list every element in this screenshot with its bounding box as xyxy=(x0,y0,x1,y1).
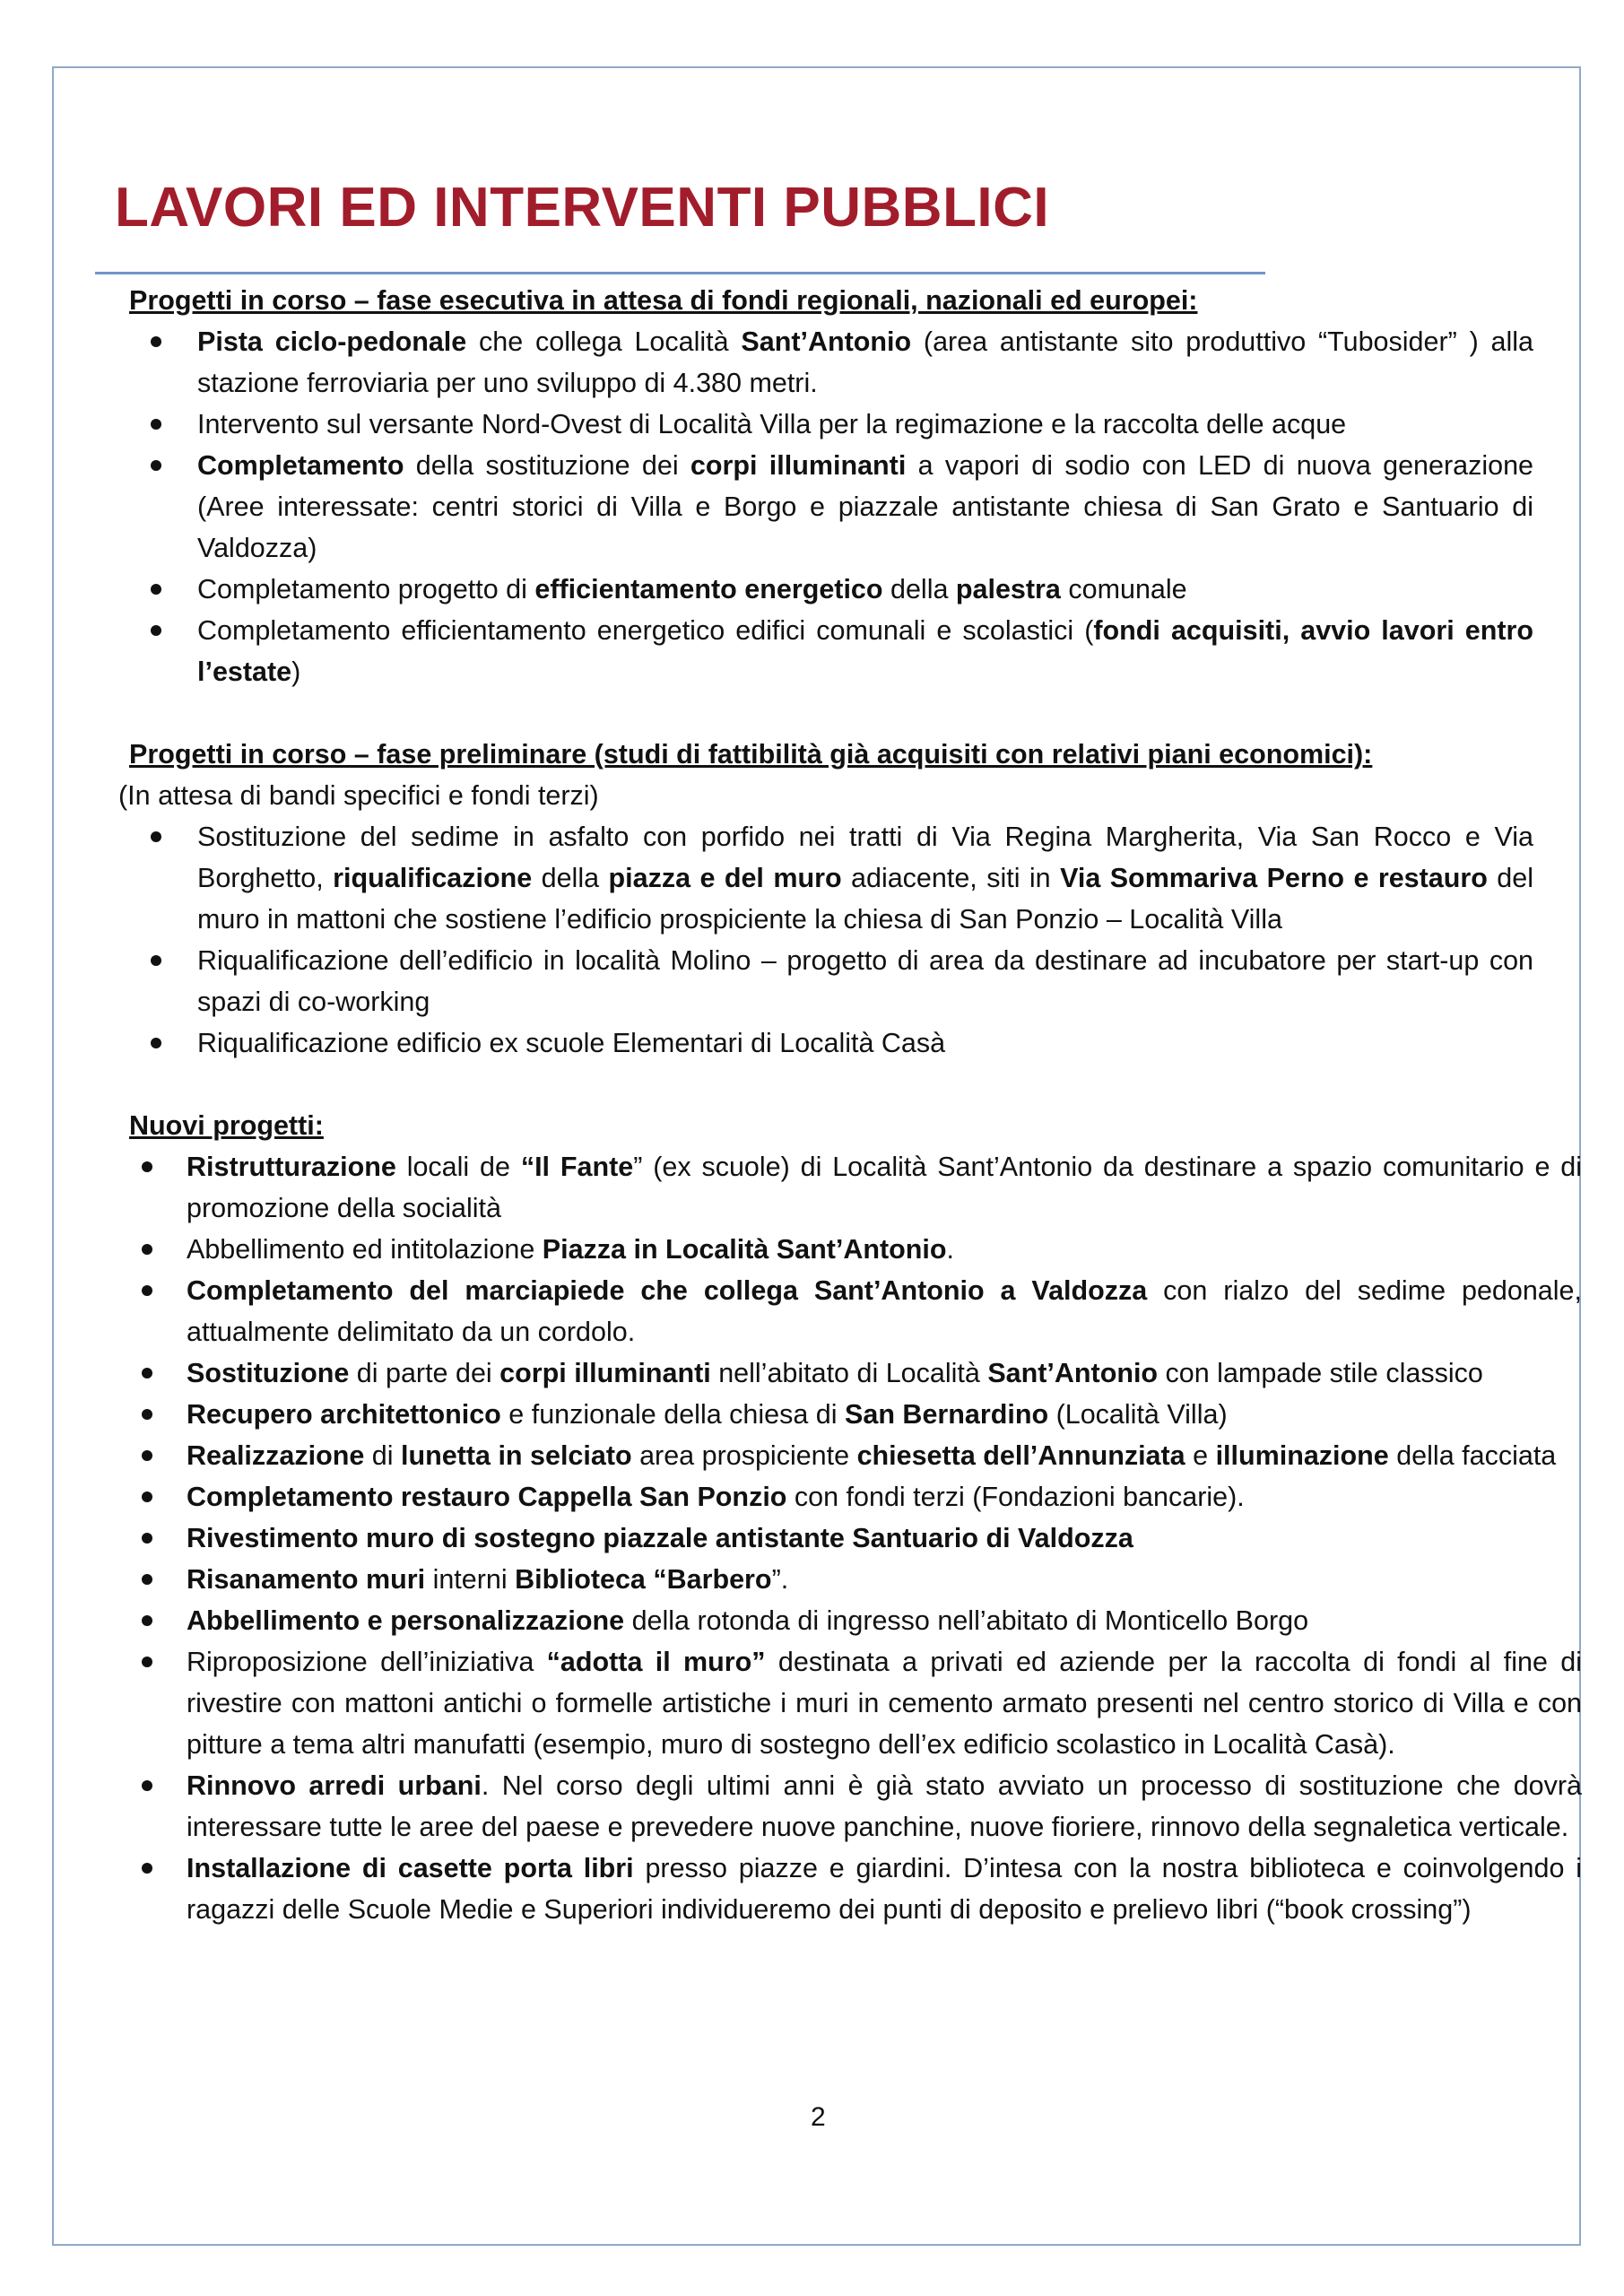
list-item-text xyxy=(197,569,1533,610)
bullet-icon xyxy=(142,1615,152,1626)
bold-text: Installazione di casette porta libri xyxy=(187,1853,634,1883)
text-run: di parte dei xyxy=(349,1358,500,1388)
executive-projects-list xyxy=(118,321,1535,692)
list-item xyxy=(118,816,1533,940)
text-run: nell’abitato di Località xyxy=(710,1358,988,1388)
section-heading-preliminary: Progetti in corso – fase preliminare (studi di fattibilità già acquisiti con relativi piani economici): xyxy=(129,739,1373,770)
bold-text: Completamento restauro Cappella San Ponzio xyxy=(187,1482,787,1512)
list-item xyxy=(118,569,1533,610)
bold-text: Sant’Antonio xyxy=(741,326,912,357)
list-item xyxy=(118,1518,1582,1559)
text-run: con fondi terzi (Fondazioni bancarie). xyxy=(786,1482,1245,1512)
bold-text: Pista ciclo-pedonale xyxy=(197,326,467,357)
list-item-text xyxy=(197,1022,1533,1064)
title-underline xyxy=(95,272,1265,274)
bold-text: chiesetta dell’Annunziata xyxy=(856,1440,1185,1471)
list-item xyxy=(118,1270,1582,1352)
bold-text: illuminazione xyxy=(1215,1440,1389,1471)
text-run: destinata a privati ed aziende per la raccolta di fondi al fine di rivestire con mattoni antichi o formelle artistiche i muri in cemento armato presenti nel centro storico di Villa e con pitture a tema altri manufatti (esempio, muro di sostegno dell’ex edificio scolastico in Località Casà). xyxy=(187,1647,1582,1760)
bullet-icon xyxy=(151,955,161,966)
text-run: . Nel corso degli ultimi anni è già stato avviato un processo di sostituzione che dovrà interessare tutte le aree del paese e prevedere nuove panchine, nuove fioriere, rinnovo della segnaletica verticale. xyxy=(187,1770,1582,1842)
list-item-text xyxy=(187,1435,1582,1476)
bold-text: Ristrutturazione xyxy=(187,1152,396,1182)
page-title: LAVORI ED INTERVENTI PUBBLICI xyxy=(115,177,1050,239)
text-run: adiacente, siti in xyxy=(841,863,1061,893)
list-item xyxy=(118,1352,1582,1394)
list-item xyxy=(118,1435,1582,1476)
list-item xyxy=(118,445,1533,569)
bullet-icon xyxy=(151,460,161,471)
list-item-text xyxy=(197,445,1533,569)
text-run: ) xyxy=(291,657,301,687)
bold-text: riqualificazione xyxy=(333,863,533,893)
text-run: e funzionale della chiesa di xyxy=(500,1399,846,1430)
bold-text: piazza e del muro xyxy=(608,863,842,893)
list-item-text xyxy=(187,1600,1582,1641)
text-run: che collega Località xyxy=(466,326,742,357)
list-item xyxy=(118,321,1533,404)
list-item-text xyxy=(187,1270,1582,1352)
text-run: della rotonda di ingresso nell’abitato di Monticello Borgo xyxy=(624,1605,1309,1636)
list-item xyxy=(118,1559,1582,1600)
bullet-icon xyxy=(151,1038,161,1048)
text-run: area prospiciente xyxy=(631,1440,857,1471)
list-item xyxy=(118,940,1533,1022)
list-item-text xyxy=(187,1518,1582,1559)
text-run: . xyxy=(946,1234,955,1265)
bold-text: Biblioteca “Barbero xyxy=(515,1564,772,1595)
text-run: della sostituzione dei xyxy=(404,450,690,481)
text-run: e xyxy=(1185,1440,1216,1471)
text-run: Completamento progetto di xyxy=(197,574,535,604)
bold-text: palestra xyxy=(955,574,1061,604)
text-run: a vapori di sodio con LED di nuova generazione (Aree interessate: centri storici di Villa e Borgo e piazzale antistante chiesa di San Grato e Santuario di Valdozza) xyxy=(197,450,1534,563)
text-run: Riqualificazione edificio ex scuole Elementari di Località Casà xyxy=(197,1028,946,1058)
bullet-icon xyxy=(142,1285,152,1296)
bullet-icon xyxy=(142,1863,152,1874)
bullet-icon xyxy=(142,1244,152,1255)
text-run: Riqualificazione dell’edificio in località Molino – progetto di area da destinare ad incubatore per start-up con spazi di co-working xyxy=(197,945,1533,1017)
text-run: locali de xyxy=(395,1152,521,1182)
bullet-icon xyxy=(142,1492,152,1502)
text-run: Intervento sul versante Nord-Ovest di Località Villa per la regimazione e la raccolta delle acque xyxy=(197,409,1347,439)
text-run: ”. xyxy=(771,1564,789,1595)
section-heading-executive: Progetti in corso – fase esecutiva in attesa di fondi regionali, nazionali ed europei: xyxy=(129,285,1198,316)
list-item-text xyxy=(187,1352,1582,1394)
bullet-icon xyxy=(151,625,161,636)
text-run: Sostituzione del sedime in asfalto con porfido nei tratti di Via Regina Margherita, Via San Rocco e Via Borghetto, xyxy=(197,822,1533,893)
bullet-icon xyxy=(151,419,161,430)
bold-text: Recupero architettonico xyxy=(187,1399,501,1430)
bullet-icon xyxy=(142,1450,152,1461)
list-item-text xyxy=(197,321,1533,404)
bullet-icon xyxy=(142,1409,152,1420)
text-run: (area antistante sito produttivo “Tubosider” ) alla stazione ferroviaria per uno sviluppo di 4.380 metri. xyxy=(197,326,1534,398)
bold-text: Sostituzione xyxy=(187,1358,350,1388)
text-run: interni xyxy=(425,1564,516,1595)
list-item xyxy=(118,1600,1582,1641)
list-item xyxy=(118,1146,1582,1229)
section-heading-new: Nuovi progetti: xyxy=(129,1110,324,1141)
page-number: 2 xyxy=(811,2102,826,2132)
section-gap xyxy=(118,1064,1535,1105)
document-body xyxy=(118,280,1582,1930)
list-item xyxy=(118,610,1533,692)
list-item xyxy=(118,1229,1582,1270)
text-run: con rialzo del sedime pedonale, attualmente delimitato da un cordolo. xyxy=(187,1275,1582,1347)
bold-text: Abbellimento e personalizzazione xyxy=(187,1605,625,1636)
list-item xyxy=(118,1394,1582,1435)
bold-text: San Bernardino xyxy=(845,1399,1049,1430)
text-run: del muro in mattoni che sostiene l’edificio prospiciente la chiesa di San Ponzio – Località Villa xyxy=(197,863,1534,935)
list-item-text xyxy=(187,1559,1582,1600)
text-run: della xyxy=(532,863,609,893)
bold-text: Rinnovo arredi urbani xyxy=(187,1770,482,1801)
bold-text: Completamento xyxy=(197,450,404,481)
bold-text: Realizzazione xyxy=(187,1440,365,1471)
bullet-icon xyxy=(142,1780,152,1791)
text-run: ” (ex scuole) di Località Sant’Antonio da destinare a spazio comunitario e di promozione della socialità xyxy=(187,1152,1582,1223)
text-run: presso piazze e giardini. D’intesa con la nostra biblioteca e coinvolgendo i ragazzi delle Scuole Medie e Superiori individueremo dei punti di deposito e prelievo libri (“book crossing”) xyxy=(187,1853,1582,1925)
bold-text: Risanamento muri xyxy=(187,1564,426,1595)
bold-text: “Il Fante xyxy=(520,1152,634,1182)
list-item xyxy=(118,1848,1582,1930)
bold-text: lunetta in selciato xyxy=(401,1440,632,1471)
bold-text: “adotta il muro” xyxy=(546,1647,766,1677)
section-gap xyxy=(118,692,1535,734)
preliminary-projects-list xyxy=(118,816,1535,1064)
bold-text: Piazza in Località Sant’Antonio xyxy=(542,1234,947,1265)
list-item-text xyxy=(187,1229,1582,1270)
list-item-text xyxy=(197,940,1533,1022)
bold-text: efficientamento energetico xyxy=(534,574,883,604)
bullet-icon xyxy=(142,1368,152,1378)
list-item xyxy=(118,1641,1582,1765)
list-item-text xyxy=(187,1476,1582,1518)
list-item xyxy=(118,1022,1533,1064)
text-run: di xyxy=(364,1440,401,1471)
bold-text: corpi illuminanti xyxy=(499,1358,711,1388)
bold-text: corpi illuminanti xyxy=(690,450,907,481)
text-run: (Località Villa) xyxy=(1048,1399,1228,1430)
bullet-icon xyxy=(142,1161,152,1172)
bold-text: fondi acquisiti, avvio lavori entro l’estate xyxy=(197,615,1533,687)
list-item-text xyxy=(197,610,1533,692)
list-item-text xyxy=(187,1765,1582,1848)
text-run: della facciata xyxy=(1388,1440,1557,1471)
bullet-icon xyxy=(142,1657,152,1667)
bullet-icon xyxy=(151,336,161,347)
text-run: Riproposizione dell’iniziativa xyxy=(187,1647,547,1677)
list-item-text xyxy=(187,1394,1582,1435)
bullet-icon xyxy=(151,831,161,842)
text-run: Completamento efficientamento energetico edifici comunali e scolastici ( xyxy=(197,615,1094,646)
list-item-text xyxy=(187,1641,1582,1765)
list-item xyxy=(118,404,1533,445)
bold-text: Completamento del marciapiede che collega Sant’Antonio a Valdozza xyxy=(187,1275,1148,1306)
list-item-text xyxy=(187,1848,1582,1930)
list-item xyxy=(118,1476,1582,1518)
new-projects-list xyxy=(118,1146,1582,1930)
bold-text: Via Sommariva Perno e restauro xyxy=(1060,863,1488,893)
list-item xyxy=(118,1765,1582,1848)
text-run: della xyxy=(882,574,956,604)
bullet-icon xyxy=(151,584,161,595)
bullet-icon xyxy=(142,1574,152,1585)
bold-text: Sant’Antonio xyxy=(987,1358,1159,1388)
text-run: comunale xyxy=(1060,574,1187,604)
list-item-text xyxy=(187,1146,1582,1229)
text-run: Abbellimento ed intitolazione xyxy=(187,1234,543,1265)
list-item-text xyxy=(197,816,1533,940)
list-item-text xyxy=(197,404,1533,445)
bullet-icon xyxy=(142,1533,152,1544)
text-run: con lampade stile classico xyxy=(1158,1358,1483,1388)
bold-text: Rivestimento muro di sostegno piazzale antistante Santuario di Valdozza xyxy=(187,1523,1133,1553)
section-note-preliminary: (In attesa di bandi specifici e fondi terzi) xyxy=(118,780,599,811)
